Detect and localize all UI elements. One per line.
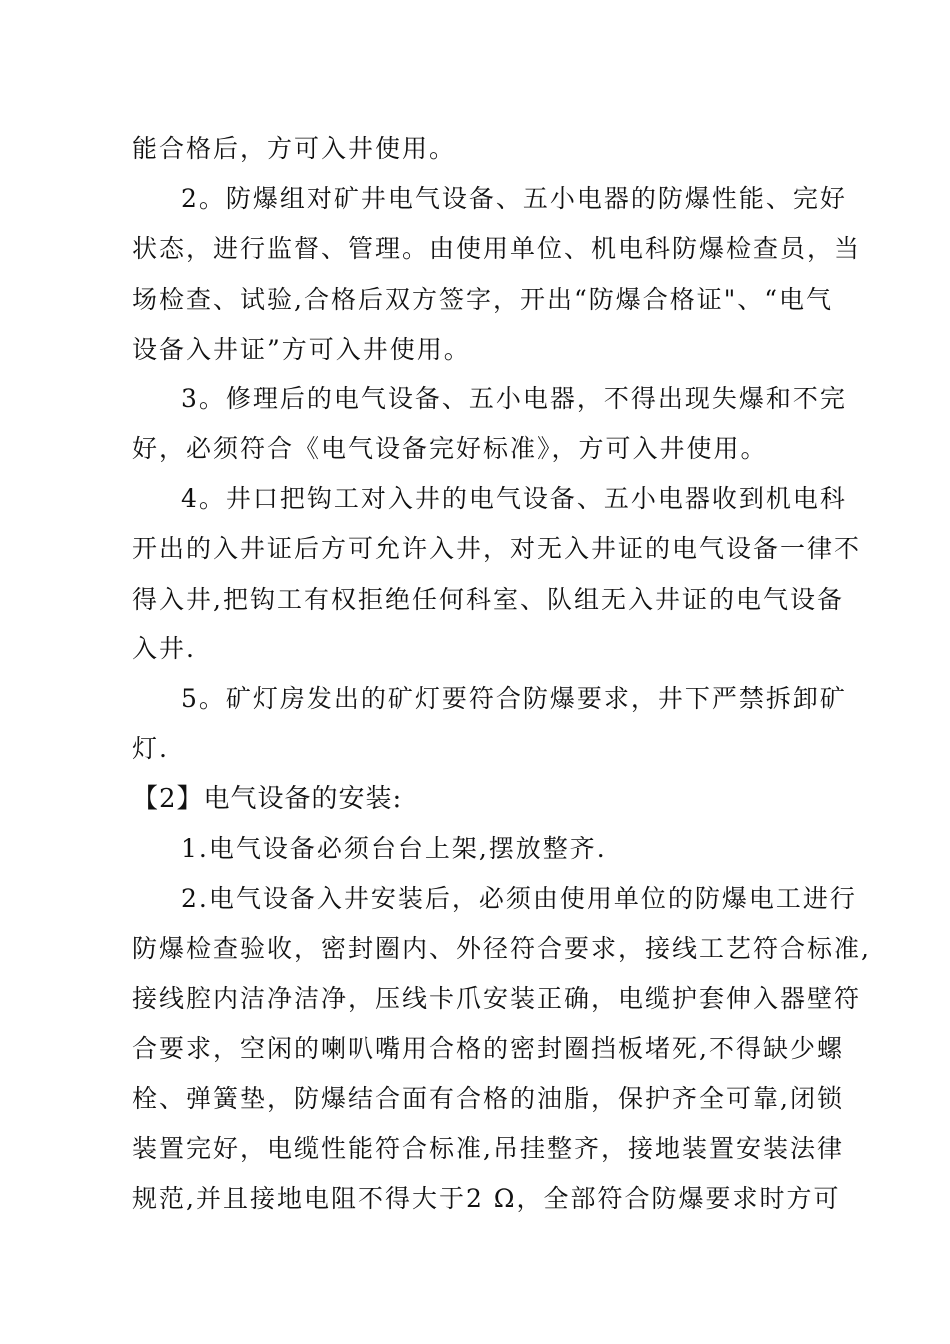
paragraph-line: 能合格后，方可入井使用。	[132, 134, 457, 163]
paragraph-line: 装置完好，电缆性能符合标准,吊挂整齐，接地装置安装法律	[132, 1134, 844, 1163]
paragraph-line: 场检查、试验,合格后双方签字，开出“防爆合格证"、“电气	[132, 285, 834, 314]
paragraph-line: 得入井,把钩工有权拒绝任何科室、队组无入井证的电气设备	[132, 585, 844, 614]
paragraph-line: 栓、弹簧垫，防爆结合面有合格的油脂，保护齐全可靠,闭锁	[132, 1084, 844, 1113]
paragraph-line: 入井.	[132, 634, 196, 663]
paragraph-line: 5。矿灯房发出的矿灯要符合防爆要求，井下严禁拆卸矿	[181, 684, 847, 713]
section-heading: 【2】电气设备的安装:	[132, 784, 403, 814]
paragraph-line: 状态，进行监督、管理。由使用单位、机电科防爆检查员，当	[132, 234, 862, 263]
paragraph-line: 3。修理后的电气设备、五小电器，不得出现失爆和不完	[181, 384, 847, 413]
paragraph-line: 灯.	[132, 734, 169, 763]
paragraph-line: 开出的入井证后方可允许入井，对无入井证的电气设备一律不	[132, 534, 862, 563]
paragraph-line: 2。防爆组对矿井电气设备、五小电器的防爆性能、完好	[181, 184, 847, 213]
paragraph-line: 防爆检查验收，密封圈内、外径符合要求，接线工艺符合标准,	[132, 934, 871, 963]
paragraph-line: 设备入井证”方可入井使用。	[132, 335, 471, 364]
paragraph-line: 接线腔内洁净洁净，压线卡爪安装正确，电缆护套伸入器壁符	[132, 984, 862, 1013]
paragraph-line: 4。井口把钩工对入井的电气设备、五小电器收到机电科	[181, 484, 847, 513]
paragraph-line: 合要求，空闲的喇叭嘴用合格的密封圈挡板堵死,不得缺少螺	[132, 1034, 844, 1063]
paragraph-line: 2.电气设备入井安装后，必须由使用单位的防爆电工进行	[181, 884, 857, 913]
paragraph-line: 1.电气设备必须台台上架,摆放整齐.	[181, 834, 607, 863]
paragraph-line: 好，必须符合《电气设备完好标准》，方可入井使用。	[132, 434, 768, 463]
paragraph-line: 规范,并且接地电阻不得大于2 Ω，全部符合防爆要求时方可	[132, 1184, 841, 1213]
